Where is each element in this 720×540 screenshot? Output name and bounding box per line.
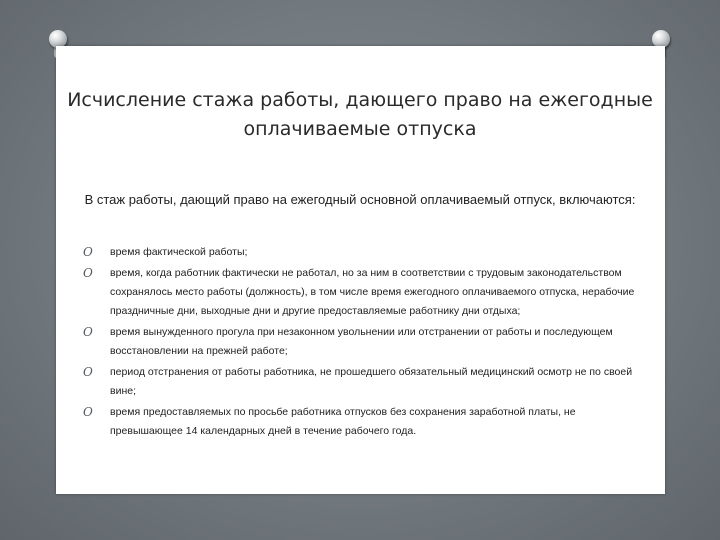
slide-subtitle: В стаж работы, дающий право на ежегодный основной оплачиваемый отпуск, включаются: bbox=[84, 192, 636, 207]
bullet-icon: O bbox=[83, 325, 93, 339]
list-item bbox=[80, 403, 635, 441]
list-item bbox=[80, 264, 635, 321]
list-item bbox=[80, 323, 635, 361]
list-item-text: время предоставляемых по просьбе работника отпусков без сохранения заработной платы, не превышающее 14 календарных дней в течение рабочего года. bbox=[110, 406, 576, 437]
slide-title: Исчисление стажа работы, дающего право на ежегодные оплачиваемые отпуска bbox=[67, 89, 653, 140]
list-item-text: период отстранения от работы работника, не прошедшего обязательный медицинский осмотр не по своей вине; bbox=[110, 366, 633, 397]
bullet-icon: O bbox=[83, 245, 93, 259]
bullet-icon: O bbox=[83, 266, 93, 280]
bullet-icon: O bbox=[83, 365, 93, 379]
list-item bbox=[80, 363, 635, 401]
bullet-list bbox=[80, 243, 635, 443]
list-item-text: время фактической работы; bbox=[110, 246, 248, 258]
list-item-text: время вынужденного прогула при незаконном увольнении или отстранении от работы и последующем восстановлении на прежней работе; bbox=[110, 326, 613, 357]
list-item bbox=[80, 243, 635, 262]
list-item-text: время, когда работник фактически не работал, но за ним в соответствии с трудовым законодательством сохранялось место работы (должность), в том числе время ежегодного оплачиваемого отпуска, нерабочие праздничные дни, выходные дни и другие предоставляемые работнику дни отдыха; bbox=[110, 267, 635, 317]
bullet-icon: O bbox=[83, 405, 93, 419]
